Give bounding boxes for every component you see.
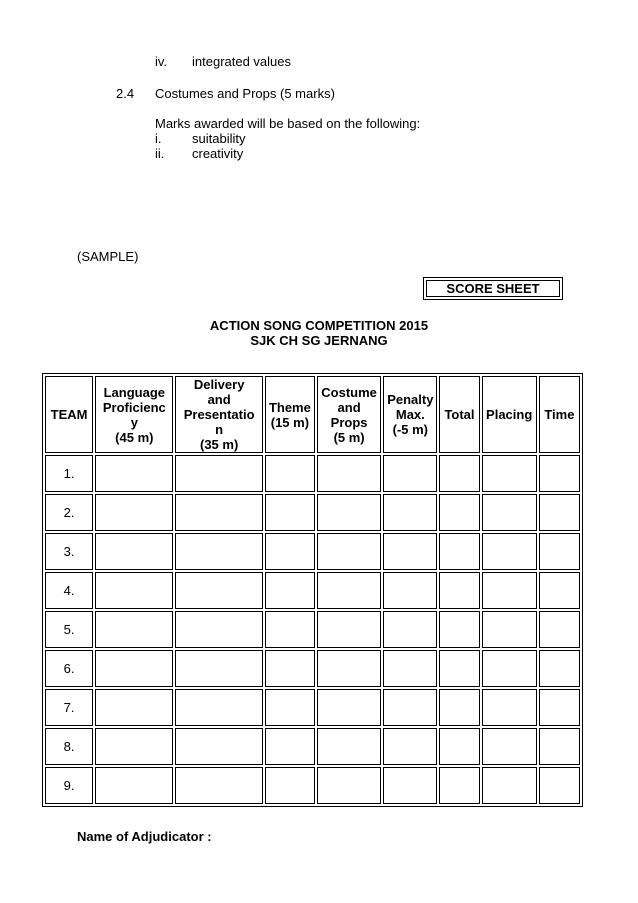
table-row — [45, 728, 580, 765]
score-cell — [383, 650, 437, 687]
score-cell — [439, 611, 479, 648]
column-header-line: n — [215, 422, 224, 437]
team-number-cell: 8. — [45, 728, 93, 765]
table-row — [45, 455, 580, 492]
section-number: 2.4 — [116, 86, 135, 101]
column-header-line: Placing — [486, 407, 533, 422]
table-row — [45, 689, 580, 726]
score-cell — [482, 572, 537, 609]
section-title: Costumes and Props (5 marks) — [155, 86, 335, 101]
score-cell — [175, 650, 262, 687]
column-header-line: Penalty — [387, 392, 434, 407]
score-cell — [317, 494, 381, 531]
column-header-line: (35 m) — [199, 437, 239, 452]
column-header-line: Presentatio — [183, 407, 255, 422]
table-row — [45, 494, 580, 531]
table-row — [45, 611, 580, 648]
list-text-integrated-values: integrated values — [192, 54, 292, 69]
score-cell — [439, 494, 479, 531]
score-cell — [482, 767, 537, 804]
score-cell — [175, 494, 262, 531]
score-cell — [482, 494, 537, 531]
competition-title: ACTION SONG COMPETITION 2015 — [209, 318, 429, 333]
score-cell — [265, 650, 315, 687]
column-header-line: Language — [103, 384, 166, 400]
score-cell — [383, 767, 437, 804]
score-table — [42, 373, 583, 807]
score-sheet-label: SCORE SHEET — [426, 280, 560, 297]
score-cell — [265, 494, 315, 531]
score-cell — [317, 533, 381, 570]
team-number-cell: 6. — [45, 650, 93, 687]
score-cell — [175, 455, 262, 492]
adjudicator-label: Name of Adjudicator : — [77, 829, 212, 844]
score-cell — [265, 572, 315, 609]
team-number-cell: 7. — [45, 689, 93, 726]
score-cell — [383, 533, 437, 570]
score-cell — [383, 728, 437, 765]
school-name: SJK CH SG JERNANG — [250, 333, 388, 348]
score-cell — [95, 611, 173, 648]
score-cell — [317, 728, 381, 765]
criteria-text-creativity: creativity — [192, 146, 244, 161]
score-cell — [95, 689, 173, 726]
column-header-8 — [539, 376, 580, 453]
table-row — [45, 533, 580, 570]
column-header-line: and — [337, 399, 361, 415]
list-numeral-iv: iv. — [155, 54, 168, 69]
team-number-cell: 3. — [45, 533, 93, 570]
column-header-2 — [175, 376, 262, 453]
column-header-5 — [383, 376, 437, 453]
score-cell — [317, 455, 381, 492]
score-cell — [95, 767, 173, 804]
score-cell — [265, 767, 315, 804]
column-header-line: (5 m) — [333, 429, 365, 445]
score-cell — [95, 650, 173, 687]
score-cell — [317, 689, 381, 726]
score-cell — [539, 689, 580, 726]
column-header-line: Time — [544, 407, 575, 422]
score-cell — [95, 728, 173, 765]
column-header-4 — [317, 376, 381, 453]
score-cell — [383, 572, 437, 609]
team-number-cell: 5. — [45, 611, 93, 648]
score-cell — [539, 533, 580, 570]
score-cell — [482, 650, 537, 687]
score-cell — [175, 767, 262, 804]
column-header-0 — [45, 376, 93, 453]
criteria-numeral-1: i. — [155, 131, 162, 146]
column-header-line: y — [130, 414, 138, 430]
score-cell — [317, 611, 381, 648]
column-header-line: Costume — [321, 384, 377, 400]
column-header-line: (-5 m) — [392, 422, 429, 437]
score-cell — [539, 728, 580, 765]
score-cell — [95, 572, 173, 609]
table-row — [45, 572, 580, 609]
score-cell — [539, 611, 580, 648]
score-cell — [175, 611, 262, 648]
score-cell — [482, 689, 537, 726]
table-row — [45, 650, 580, 687]
table-header-row — [45, 376, 580, 453]
criteria-numeral-2: ii. — [155, 146, 165, 161]
score-cell — [383, 494, 437, 531]
column-header-line: Total — [444, 407, 475, 422]
score-cell — [317, 767, 381, 804]
score-cell — [539, 455, 580, 492]
team-number-cell: 2. — [45, 494, 93, 531]
score-cell — [539, 572, 580, 609]
score-cell — [95, 533, 173, 570]
score-cell — [175, 689, 262, 726]
score-cell — [539, 767, 580, 804]
score-cell — [265, 728, 315, 765]
score-cell — [539, 650, 580, 687]
score-cell — [95, 494, 173, 531]
score-cell — [439, 533, 479, 570]
column-header-line: Proficienc — [102, 399, 166, 415]
score-cell — [317, 650, 381, 687]
score-cell — [265, 689, 315, 726]
score-cell — [439, 689, 479, 726]
score-cell — [175, 533, 262, 570]
score-cell — [439, 767, 479, 804]
column-header-1 — [95, 376, 173, 453]
column-header-line: Delivery — [193, 377, 245, 392]
table-row — [45, 767, 580, 804]
column-header-line: Props — [330, 414, 368, 430]
score-cell — [383, 689, 437, 726]
score-cell — [317, 572, 381, 609]
score-cell — [439, 455, 479, 492]
score-cell — [383, 455, 437, 492]
score-cell — [383, 611, 437, 648]
score-cell — [265, 455, 315, 492]
score-cell — [482, 533, 537, 570]
score-cell — [439, 728, 479, 765]
column-header-6 — [439, 376, 479, 453]
team-number-cell: 9. — [45, 767, 93, 804]
score-cell — [482, 728, 537, 765]
table-body — [45, 455, 580, 804]
team-number-cell: 4. — [45, 572, 93, 609]
score-cell — [175, 572, 262, 609]
column-header-line: Theme — [268, 399, 311, 415]
column-header-7 — [482, 376, 537, 453]
column-header-3 — [265, 376, 315, 453]
section-intro: Marks awarded will be based on the following: — [155, 116, 421, 131]
score-cell — [175, 728, 262, 765]
score-cell — [95, 455, 173, 492]
score-sheet-box — [423, 277, 563, 300]
score-cell — [265, 533, 315, 570]
score-cell — [439, 650, 479, 687]
score-cell — [539, 494, 580, 531]
score-cell — [439, 572, 479, 609]
score-cell — [482, 455, 537, 492]
column-header-line: and — [207, 392, 231, 407]
column-header-line: Max. — [395, 407, 425, 422]
score-cell — [265, 611, 315, 648]
column-header-line: (15 m) — [270, 414, 310, 430]
column-header-line: TEAM — [50, 407, 88, 422]
score-cell — [482, 611, 537, 648]
criteria-text-suitability: suitability — [192, 131, 246, 146]
column-header-line: (45 m) — [115, 429, 154, 445]
team-number-cell: 1. — [45, 455, 93, 492]
sample-label: (SAMPLE) — [77, 249, 139, 264]
